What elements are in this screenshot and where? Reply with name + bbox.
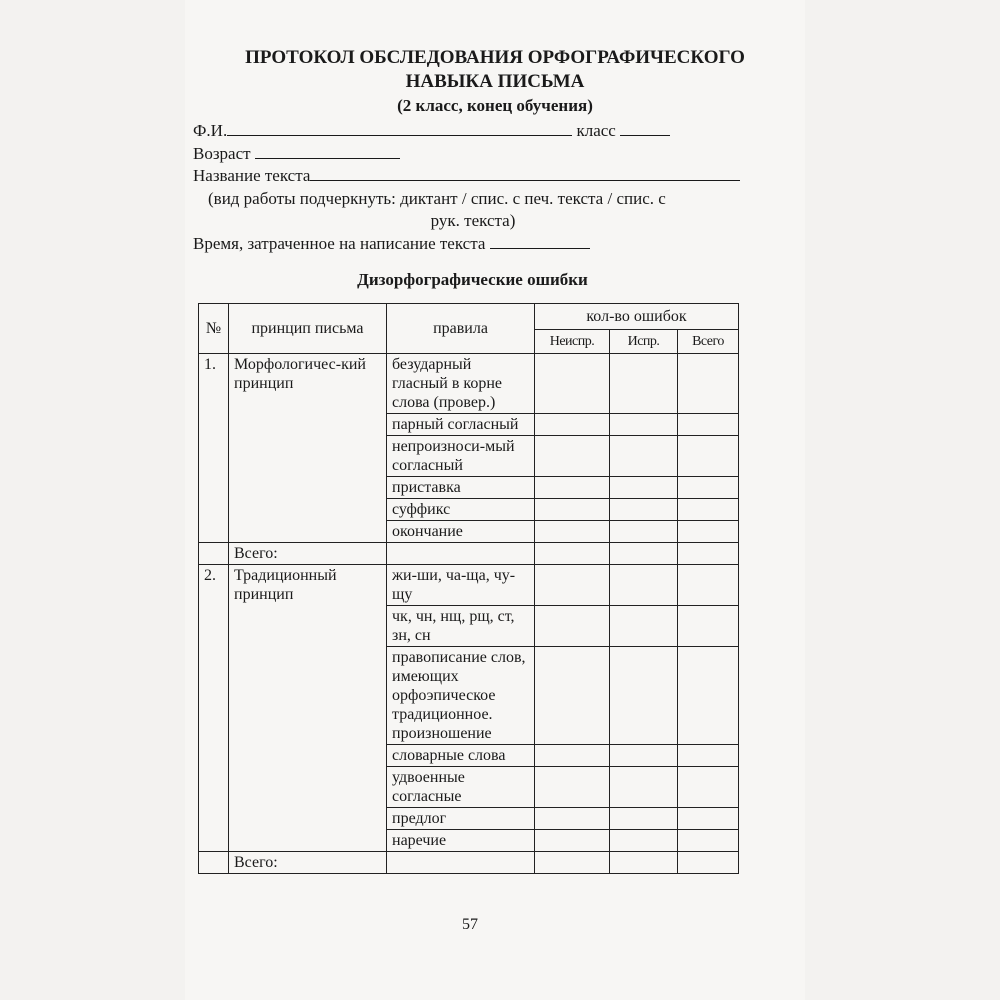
section-title: Дизорфографические ошибки (357, 270, 588, 289)
total-cell[interactable] (678, 477, 739, 499)
rule-cell: наречие (387, 830, 535, 852)
group2-principle: Традиционный принцип (229, 565, 387, 852)
corrected-cell[interactable] (610, 606, 678, 647)
total-cell[interactable] (678, 354, 739, 414)
header-num: № (199, 304, 229, 354)
corrected-cell[interactable] (610, 477, 678, 499)
total-cell[interactable] (678, 414, 739, 436)
age-field[interactable] (255, 144, 400, 159)
corrected-cell[interactable] (610, 647, 678, 745)
title-line-1: ПРОТОКОЛ ОБСЛЕДОВАНИЯ ОРФОГРАФИЧЕСКОГО (245, 47, 745, 68)
corrected-cell[interactable] (610, 354, 678, 414)
errors-table-wrap (198, 303, 739, 874)
uncorrected-cell[interactable] (535, 830, 610, 852)
corrected-cell[interactable] (610, 767, 678, 808)
total-cell[interactable] (678, 745, 739, 767)
corrected-cell[interactable] (610, 808, 678, 830)
total-cell[interactable] (678, 830, 739, 852)
corrected-cell[interactable] (610, 852, 678, 874)
corrected-cell[interactable] (610, 499, 678, 521)
corrected-cell[interactable] (610, 521, 678, 543)
errors-table (198, 303, 739, 874)
corrected-cell[interactable] (610, 414, 678, 436)
text-name-label: Название текста (193, 166, 311, 185)
uncorrected-cell[interactable] (535, 436, 610, 477)
corrected-cell[interactable] (610, 543, 678, 565)
group1-total-label: Всего: (229, 543, 387, 565)
age-row (193, 143, 400, 165)
corrected-cell[interactable] (610, 745, 678, 767)
rule-cell: чк, чн, нщ, рщ, ст, зн, сн (387, 606, 535, 647)
corrected-cell[interactable] (610, 436, 678, 477)
header-principle: принцип письма (229, 304, 387, 354)
group2-total-label: Всего: (229, 852, 387, 874)
rule-cell: жи-ши, ча-ща, чу-щу (387, 565, 535, 606)
uncorrected-cell[interactable] (535, 808, 610, 830)
title-line-2: НАВЫКА ПИСЬМА (405, 71, 585, 92)
total-cell[interactable] (678, 606, 739, 647)
header-uncorrected: Неиспр. (535, 330, 610, 354)
total-cell[interactable] (678, 565, 739, 606)
corrected-cell[interactable] (610, 830, 678, 852)
rule-cell: парный согласный (387, 414, 535, 436)
fio-row (193, 120, 670, 142)
uncorrected-cell[interactable] (535, 499, 610, 521)
rule-cell: непроизноси-мый согласный (387, 436, 535, 477)
total-row (199, 543, 739, 565)
subtitle: (2 класс, конец обучения) (397, 96, 593, 115)
uncorrected-cell[interactable] (535, 521, 610, 543)
rule-cell: окончание (387, 521, 535, 543)
group2-num: 2. (199, 565, 229, 852)
total-cell[interactable] (678, 808, 739, 830)
rule-cell: суффикс (387, 499, 535, 521)
rule-cell: безударный гласный в корне слова (провер.) (387, 354, 535, 414)
time-row (193, 233, 590, 255)
uncorrected-cell[interactable] (535, 647, 610, 745)
header-rules: правила (387, 304, 535, 354)
class-label: класс (576, 121, 616, 140)
uncorrected-cell[interactable] (535, 354, 610, 414)
age-label: Возраст (193, 144, 251, 163)
rule-cell: удвоенные согласные (387, 767, 535, 808)
uncorrected-cell[interactable] (535, 745, 610, 767)
time-field[interactable] (490, 234, 590, 249)
text-name-row (193, 165, 740, 187)
header-total: Всего (678, 330, 739, 354)
corrected-cell[interactable] (610, 565, 678, 606)
header-corrected: Испр. (610, 330, 678, 354)
rule-cell: приставка (387, 477, 535, 499)
uncorrected-cell[interactable] (535, 477, 610, 499)
class-field[interactable] (620, 121, 670, 136)
uncorrected-cell[interactable] (535, 606, 610, 647)
uncorrected-cell[interactable] (535, 565, 610, 606)
rule-cell: словарные слова (387, 745, 535, 767)
total-cell[interactable] (678, 436, 739, 477)
text-name-field[interactable] (310, 166, 740, 181)
total-cell[interactable] (678, 499, 739, 521)
table-row (199, 354, 739, 414)
uncorrected-cell[interactable] (535, 414, 610, 436)
uncorrected-cell[interactable] (535, 852, 610, 874)
table-row (199, 565, 739, 606)
group1-num: 1. (199, 354, 229, 543)
fio-label: Ф.И. (193, 121, 228, 140)
total-cell[interactable] (678, 543, 739, 565)
uncorrected-cell[interactable] (535, 543, 610, 565)
total-cell[interactable] (678, 852, 739, 874)
page-number: 57 (462, 916, 478, 933)
total-cell[interactable] (678, 647, 739, 745)
uncorrected-cell[interactable] (535, 767, 610, 808)
rule-cell: правописание слов, имеющих орфоэпическое традиционное. произношение (387, 647, 535, 745)
total-row (199, 852, 739, 874)
header-errors-count: кол-во ошибок (535, 304, 739, 330)
fio-field[interactable] (227, 121, 572, 136)
total-cell[interactable] (678, 521, 739, 543)
group1-principle: Морфологичес-кий принцип (229, 354, 387, 543)
rule-cell: предлог (387, 808, 535, 830)
total-cell[interactable] (678, 767, 739, 808)
time-label: Время, затраченное на написание текста (193, 234, 486, 253)
work-type-line-2: рук. текста) (430, 211, 516, 230)
work-type-line-1: (вид работы подчеркнуть: диктант / спис. с печ. текста / спис. с (208, 189, 666, 208)
